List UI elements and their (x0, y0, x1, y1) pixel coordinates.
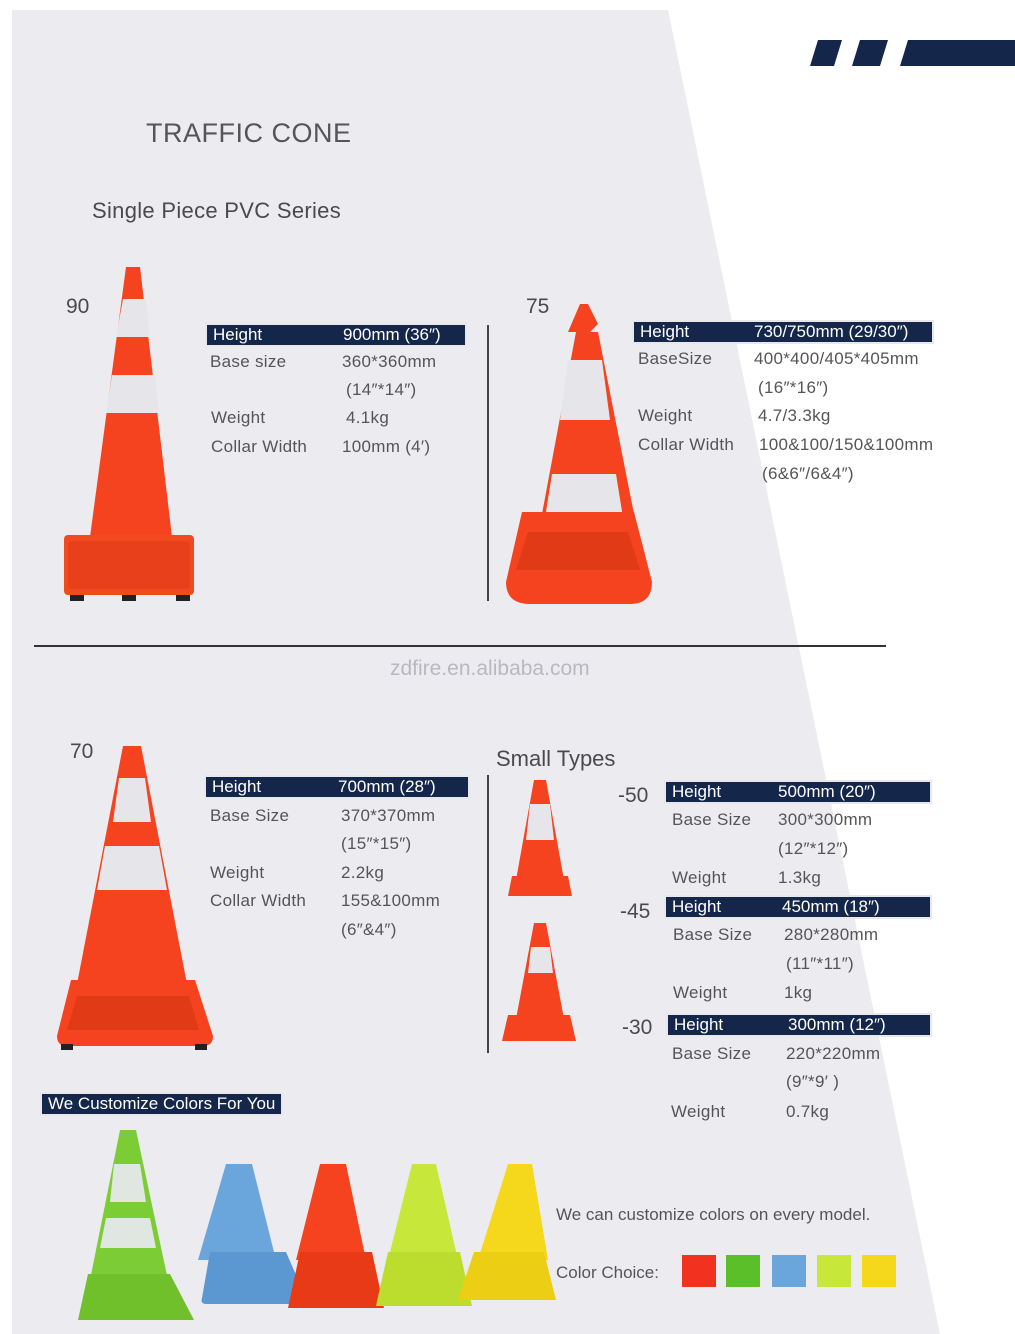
spec-value: 2.2kg (341, 863, 385, 882)
height-label: Height (672, 897, 722, 916)
spec-value: (16″*16″) (758, 378, 829, 397)
spec-label: Base Size (672, 810, 752, 829)
height-bar (664, 895, 932, 919)
spec-value: 4.1kg (346, 408, 390, 427)
spec-value: (15″*15″) (341, 834, 412, 853)
spec-label: Collar Width (638, 435, 735, 454)
small-types-heading: Small Types (496, 746, 616, 771)
height-bar (666, 1013, 932, 1037)
model-label: -50 (618, 784, 649, 807)
model-label: 90 (66, 295, 90, 318)
spec-label: Weight (210, 863, 265, 882)
section-divider (34, 645, 886, 647)
spec-label: Weight (211, 408, 266, 427)
spec-value: (6&6″/6&4″) (762, 464, 854, 483)
decor-stripe (810, 40, 842, 66)
spec-value: 220*220mm (786, 1044, 881, 1063)
height-bar (632, 320, 934, 344)
spec-value: 100mm (4′) (342, 437, 431, 456)
spec-value: 100&100/150&100mm (759, 435, 934, 454)
cone-50-image (506, 778, 576, 903)
height-label: Height (640, 322, 690, 341)
spec-value: (6″&4″) (341, 920, 397, 939)
spec-label: Base Size (210, 806, 290, 825)
height-bar (205, 323, 467, 347)
spec-value: (11″*11″) (786, 954, 854, 973)
model-label: -45 (620, 900, 651, 923)
color-choice-label: Color Choice: (556, 1263, 659, 1282)
spec-value: (14″*14″) (346, 380, 417, 399)
height-value: 730/750mm (29/30″) (754, 322, 909, 341)
spec-value: 400*400/405*405mm (754, 349, 919, 368)
customize-banner: We Customize Colors For You (40, 1092, 283, 1116)
height-label: Height (674, 1015, 724, 1034)
spec-value: 4.7/3.3kg (758, 406, 831, 425)
color-swatch-red (682, 1255, 716, 1287)
color-swatch-blue (772, 1255, 806, 1287)
series-subtitle: Single Piece PVC Series (92, 198, 342, 223)
height-value: 450mm (18″) (782, 897, 880, 916)
watermark: zdfire.en.alibaba.com (390, 657, 590, 680)
spec-label: BaseSize (638, 349, 713, 368)
height-bar (664, 780, 932, 804)
spec-value: (12″*12″) (778, 839, 849, 858)
spec-value: (9″*9′ ) (786, 1072, 840, 1091)
height-value: 900mm (36″) (343, 325, 441, 344)
spec-label: Base Size (672, 1044, 752, 1063)
spec-value: 1.3kg (778, 868, 822, 887)
height-value: 700mm (28″) (338, 777, 436, 796)
color-swatch-green (726, 1255, 760, 1287)
divider-vertical (487, 775, 489, 1053)
height-label: Height (213, 325, 263, 344)
spec-label: Collar Width (211, 437, 308, 456)
color-swatch-lime (817, 1255, 851, 1287)
spec-value: 280*280mm (784, 925, 879, 944)
spec-value: 300*300mm (778, 810, 873, 829)
spec-label: Weight (638, 406, 693, 425)
height-label: Height (672, 782, 722, 801)
customize-note: We can customize colors on every model. (556, 1205, 871, 1224)
model-label: 70 (70, 740, 94, 763)
spec-value: 1kg (784, 983, 813, 1002)
spec-value: 0.7kg (786, 1102, 830, 1121)
divider-vertical (487, 325, 489, 601)
spec-value: 370*370mm (341, 806, 436, 825)
model-label: 75 (526, 295, 550, 318)
spec-value: 360*360mm (342, 352, 437, 371)
spec-label: Weight (671, 1102, 726, 1121)
cone-70-image (55, 744, 215, 1054)
spec-value: 155&100mm (341, 891, 441, 910)
model-label: -30 (622, 1016, 653, 1039)
cone-45-image (500, 921, 580, 1046)
spec-label: Base Size (673, 925, 753, 944)
spec-label: Collar Width (210, 891, 307, 910)
decor-stripe (852, 40, 888, 66)
color-swatch-yellow (862, 1255, 896, 1287)
page-title: TRAFFIC CONE (146, 118, 352, 148)
height-label: Height (212, 777, 262, 796)
height-bar (204, 775, 470, 799)
spec-label: Base size (210, 352, 287, 371)
height-value: 500mm (20″) (778, 782, 876, 801)
spec-label: Weight (672, 868, 727, 887)
height-value: 300mm (12″) (788, 1015, 886, 1034)
spec-label: Weight (673, 983, 728, 1002)
custom-cones-image (70, 1124, 630, 1334)
decor-stripe (900, 40, 1015, 66)
